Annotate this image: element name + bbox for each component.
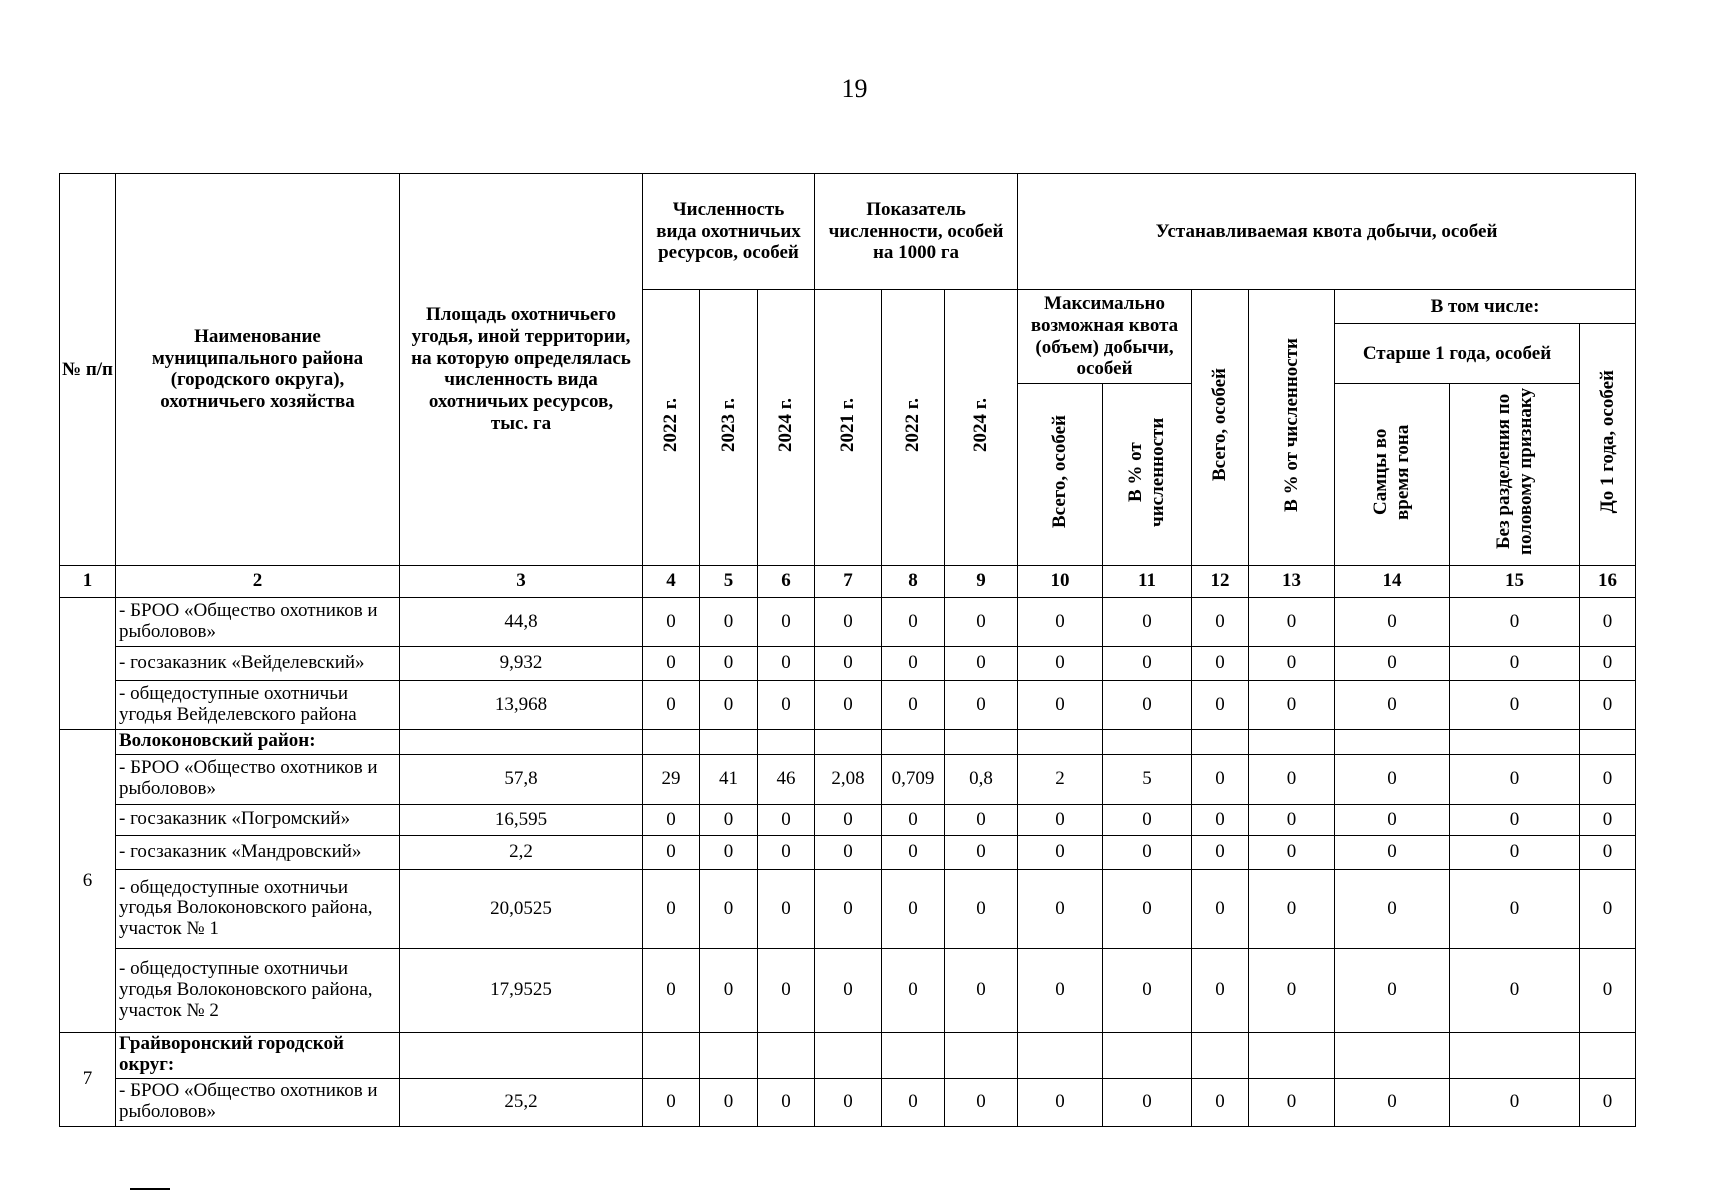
hunting-ground-name: - госзаказник «Вейделевский»: [116, 646, 400, 680]
value-cell: 0: [1103, 1078, 1192, 1126]
area-cell: 20,0525: [400, 869, 643, 948]
value-cell: [882, 729, 945, 754]
value-cell: 0: [1450, 948, 1580, 1032]
value-cell: 0: [1192, 597, 1249, 646]
value-cell: 0: [758, 948, 815, 1032]
value-cell: 0: [1335, 804, 1450, 835]
value-cell: 0: [815, 597, 882, 646]
colnum: 11: [1103, 565, 1192, 597]
area-cell: 25,2: [400, 1078, 643, 1126]
value-cell: [1103, 729, 1192, 754]
value-cell: 0: [945, 646, 1018, 680]
value-cell: 0: [700, 680, 758, 729]
value-cell: 0: [882, 680, 945, 729]
header-max-total: Всего, особей: [1049, 415, 1071, 528]
value-cell: 0: [1580, 948, 1636, 1032]
value-cell: [945, 1032, 1018, 1078]
value-cell: 0: [882, 597, 945, 646]
value-cell: 0: [945, 1078, 1018, 1126]
value-cell: 2,08: [815, 754, 882, 804]
quota-table: [59, 173, 1636, 1127]
value-cell: 0: [700, 948, 758, 1032]
colnum: 1: [60, 565, 116, 597]
value-cell: 0: [1450, 835, 1580, 869]
table-row: [60, 1078, 1636, 1126]
value-cell: 0: [815, 948, 882, 1032]
value-cell: 0: [643, 1078, 700, 1126]
hunting-ground-name: - общедоступные охотничьи угодья Волоконовского района, участок № 2: [116, 948, 400, 1032]
value-cell: 0: [1450, 869, 1580, 948]
value-cell: [1335, 729, 1450, 754]
value-cell: 0: [758, 869, 815, 948]
value-cell: 0: [1018, 1078, 1103, 1126]
colnum: 13: [1249, 565, 1335, 597]
area-cell: 16,595: [400, 804, 643, 835]
value-cell: [758, 1032, 815, 1078]
hunting-ground-name: - БРОО «Общество охотников и рыболовов»: [116, 754, 400, 804]
value-cell: 0: [700, 646, 758, 680]
header-max-pct: В % от численности: [1125, 416, 1168, 527]
value-cell: 0: [758, 1078, 815, 1126]
value-cell: 0: [700, 869, 758, 948]
value-cell: 0: [643, 869, 700, 948]
area-cell: 57,8: [400, 754, 643, 804]
hunting-ground-name: - БРОО «Общество охотников и рыболовов»: [116, 597, 400, 646]
value-cell: 0: [1249, 597, 1335, 646]
value-cell: 0: [1450, 754, 1580, 804]
colnum: 10: [1018, 565, 1103, 597]
table-header: [60, 174, 1636, 598]
value-cell: 0: [1249, 1078, 1335, 1126]
header-pct: В % от численности: [1280, 337, 1302, 512]
colnum: 16: [1580, 565, 1636, 597]
value-cell: [1018, 1032, 1103, 1078]
value-cell: 0: [758, 680, 815, 729]
hunting-ground-name: - общедоступные охотничьи угодья Вейделевского района: [116, 680, 400, 729]
value-cell: [1580, 1032, 1636, 1078]
table-row: [60, 869, 1636, 948]
row-number: [60, 597, 116, 729]
colnum: 7: [815, 565, 882, 597]
value-cell: 0: [815, 646, 882, 680]
value-cell: [1450, 729, 1580, 754]
value-cell: 0: [1249, 948, 1335, 1032]
value-cell: 0: [1450, 646, 1580, 680]
header-pop-2024: 2024 г.: [775, 397, 797, 452]
value-cell: 0: [1103, 869, 1192, 948]
header-max-quota: Максимально возможная квота (объем) добычи, особей: [1018, 290, 1192, 384]
value-cell: 0: [1018, 835, 1103, 869]
district-name: Грайворонский городской округ:: [116, 1032, 400, 1078]
value-cell: 0: [1192, 646, 1249, 680]
table-row: [60, 680, 1636, 729]
hunting-ground-name: - общедоступные охотничьи угодья Волоконовского района, участок № 1: [116, 869, 400, 948]
value-cell: 0: [1335, 869, 1450, 948]
value-cell: 0: [643, 804, 700, 835]
value-cell: 0: [882, 869, 945, 948]
value-cell: 0: [945, 869, 1018, 948]
value-cell: 0: [643, 597, 700, 646]
value-cell: [1580, 729, 1636, 754]
value-cell: 2: [1018, 754, 1103, 804]
value-cell: 0: [945, 948, 1018, 1032]
header-num: № п/п: [60, 174, 116, 566]
header-density-2022: 2022 г.: [902, 397, 924, 452]
value-cell: 0,709: [882, 754, 945, 804]
value-cell: 0: [643, 835, 700, 869]
table-row: [60, 835, 1636, 869]
value-cell: 0: [1103, 804, 1192, 835]
header-density-group: Показатель численности, особей на 1000 га: [815, 174, 1018, 290]
value-cell: 0: [700, 597, 758, 646]
table-row: [60, 754, 1636, 804]
colnum: 8: [882, 565, 945, 597]
value-cell: 0: [882, 804, 945, 835]
value-cell: 0: [1192, 754, 1249, 804]
value-cell: 0: [815, 869, 882, 948]
value-cell: [643, 729, 700, 754]
header-density-2024: 2024 г.: [970, 397, 992, 452]
value-cell: 0: [945, 597, 1018, 646]
area-cell: 13,968: [400, 680, 643, 729]
hunting-ground-name: - БРОО «Общество охотников и рыболовов»: [116, 1078, 400, 1126]
value-cell: 0: [815, 1078, 882, 1126]
colnum: 4: [643, 565, 700, 597]
colnum: 15: [1450, 565, 1580, 597]
value-cell: 0: [643, 646, 700, 680]
value-cell: [1335, 1032, 1450, 1078]
header-pop-2022: 2022 г.: [660, 397, 682, 452]
value-cell: 0: [758, 646, 815, 680]
value-cell: 0: [1580, 804, 1636, 835]
value-cell: [1192, 1032, 1249, 1078]
value-cell: 0: [1018, 869, 1103, 948]
value-cell: 0: [1335, 680, 1450, 729]
district-name: Волоконовский район:: [116, 729, 400, 754]
colnum: 6: [758, 565, 815, 597]
value-cell: 0: [1192, 948, 1249, 1032]
value-cell: 0: [1450, 597, 1580, 646]
value-cell: 0: [1018, 597, 1103, 646]
value-cell: [1018, 729, 1103, 754]
value-cell: [1192, 729, 1249, 754]
value-cell: 0: [1580, 869, 1636, 948]
table-section-row: [60, 1032, 1636, 1078]
value-cell: 0: [1335, 1078, 1450, 1126]
value-cell: 0: [1192, 869, 1249, 948]
value-cell: [815, 1032, 882, 1078]
value-cell: 0: [1018, 646, 1103, 680]
header-quota-group: Устанавливаемая квота добычи, особей: [1018, 174, 1636, 290]
colnum: 2: [116, 565, 400, 597]
value-cell: 0: [1450, 1078, 1580, 1126]
table-row: [60, 597, 1636, 646]
value-cell: [815, 729, 882, 754]
value-cell: 0: [1580, 680, 1636, 729]
value-cell: 0: [1192, 680, 1249, 729]
value-cell: 0: [1249, 804, 1335, 835]
value-cell: 0,8: [945, 754, 1018, 804]
value-cell: [700, 1032, 758, 1078]
table-row: [60, 804, 1636, 835]
value-cell: 0: [700, 1078, 758, 1126]
value-cell: 0: [1192, 835, 1249, 869]
header-males: Самцы во время гона: [1370, 423, 1413, 520]
area-cell: 2,2: [400, 835, 643, 869]
value-cell: 0: [882, 1078, 945, 1126]
value-cell: 0: [758, 597, 815, 646]
header-young: До 1 года, особей: [1596, 369, 1618, 514]
table-section-row: [60, 729, 1636, 754]
value-cell: 0: [1249, 646, 1335, 680]
row-number: 6: [60, 729, 116, 1032]
value-cell: [1103, 1032, 1192, 1078]
table-row: [60, 948, 1636, 1032]
value-cell: 0: [1580, 597, 1636, 646]
value-cell: 0: [1103, 680, 1192, 729]
colnum: 9: [945, 565, 1018, 597]
area-cell: 9,932: [400, 646, 643, 680]
value-cell: 0: [1249, 869, 1335, 948]
value-cell: 0: [882, 948, 945, 1032]
area-cell: 44,8: [400, 597, 643, 646]
header-name: Наименование муниципального района (городского округа), охотничьего хозяйства: [116, 174, 400, 566]
value-cell: 0: [1580, 1078, 1636, 1126]
value-cell: [1249, 1032, 1335, 1078]
value-cell: [758, 729, 815, 754]
value-cell: 0: [1192, 804, 1249, 835]
area-cell: [400, 1032, 643, 1078]
header-density-2021: 2021 г.: [837, 397, 859, 452]
header-older: Старше 1 года, особей: [1335, 324, 1580, 384]
value-cell: [643, 1032, 700, 1078]
header-population-group: Численность вида охотничьих ресурсов, особей: [643, 174, 815, 290]
value-cell: 0: [1018, 804, 1103, 835]
table-row: [60, 646, 1636, 680]
value-cell: 0: [1335, 948, 1450, 1032]
value-cell: 0: [1450, 680, 1580, 729]
colnum: 3: [400, 565, 643, 597]
header-pop-2023: 2023 г.: [717, 397, 739, 452]
colnum: 12: [1192, 565, 1249, 597]
bottom-mark: [130, 1188, 170, 1190]
header-nosex: Без разделения по половому признаку: [1492, 387, 1536, 556]
value-cell: [700, 729, 758, 754]
value-cell: 0: [815, 680, 882, 729]
value-cell: 0: [945, 835, 1018, 869]
row-number: 7: [60, 1032, 116, 1126]
value-cell: [1450, 1032, 1580, 1078]
quota-table-wrapper: [59, 173, 1636, 1127]
value-cell: 0: [945, 804, 1018, 835]
value-cell: 0: [1580, 754, 1636, 804]
value-cell: 5: [1103, 754, 1192, 804]
value-cell: 0: [1103, 597, 1192, 646]
value-cell: [945, 729, 1018, 754]
value-cell: 0: [1103, 646, 1192, 680]
area-cell: [400, 729, 643, 754]
value-cell: 29: [643, 754, 700, 804]
value-cell: 0: [1249, 835, 1335, 869]
value-cell: [1249, 729, 1335, 754]
value-cell: 0: [1335, 597, 1450, 646]
hunting-ground-name: - госзаказник «Погромский»: [116, 804, 400, 835]
value-cell: 0: [1335, 646, 1450, 680]
header-area: Площадь охотничьего угодья, иной территории, на которую определялась численность вида охотничьих ресурсов, тыс. га: [400, 174, 643, 566]
value-cell: 0: [700, 835, 758, 869]
page-number: 19: [841, 74, 868, 103]
value-cell: 0: [643, 948, 700, 1032]
value-cell: 0: [1580, 646, 1636, 680]
column-numbers-row: [60, 565, 1636, 597]
value-cell: 0: [815, 835, 882, 869]
value-cell: 0: [1018, 680, 1103, 729]
value-cell: 0: [758, 835, 815, 869]
value-cell: 46: [758, 754, 815, 804]
value-cell: 0: [700, 804, 758, 835]
value-cell: 0: [945, 680, 1018, 729]
value-cell: 0: [1580, 835, 1636, 869]
colnum: 14: [1335, 565, 1450, 597]
value-cell: 0: [758, 804, 815, 835]
value-cell: 0: [1018, 948, 1103, 1032]
area-cell: 17,9525: [400, 948, 643, 1032]
colnum: 5: [700, 565, 758, 597]
value-cell: 0: [882, 835, 945, 869]
value-cell: 0: [643, 680, 700, 729]
header-total: Всего, особей: [1209, 368, 1231, 481]
value-cell: 0: [1249, 680, 1335, 729]
value-cell: 0: [1335, 835, 1450, 869]
value-cell: 0: [1192, 1078, 1249, 1126]
header-incl: В том числе:: [1335, 290, 1636, 324]
hunting-ground-name: - госзаказник «Мандровский»: [116, 835, 400, 869]
value-cell: [882, 1032, 945, 1078]
value-cell: 41: [700, 754, 758, 804]
value-cell: 0: [1103, 835, 1192, 869]
table-body: [60, 597, 1636, 1126]
value-cell: 0: [882, 646, 945, 680]
value-cell: 0: [1249, 754, 1335, 804]
value-cell: 0: [1335, 754, 1450, 804]
value-cell: 0: [1450, 804, 1580, 835]
value-cell: 0: [1103, 948, 1192, 1032]
value-cell: 0: [815, 804, 882, 835]
